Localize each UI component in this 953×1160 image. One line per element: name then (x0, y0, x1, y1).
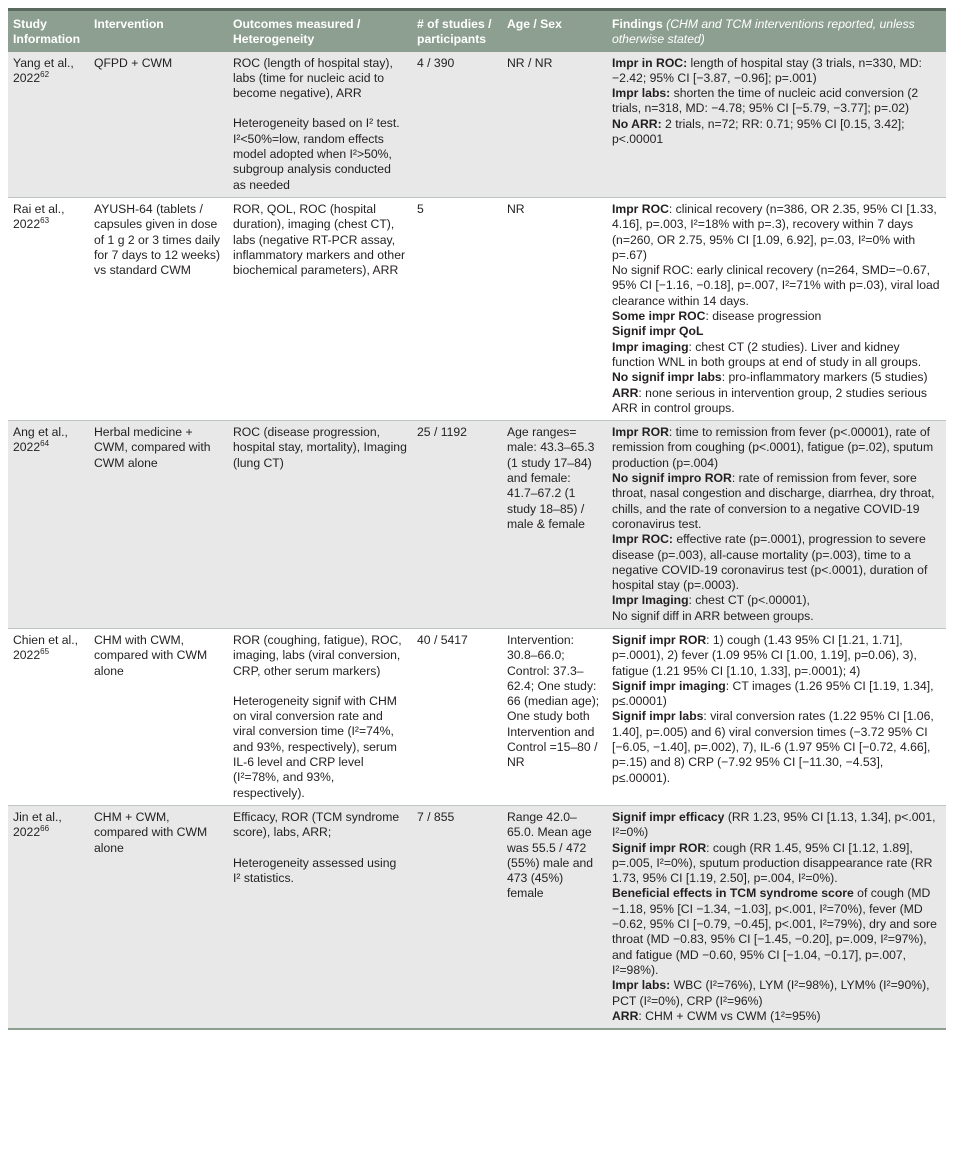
studies-cell: 25 / 1192 (412, 421, 502, 629)
table-row (8, 628, 946, 805)
table-row (8, 805, 946, 1029)
finding (612, 841, 941, 887)
outcomes-cell (228, 52, 412, 198)
study-cell (8, 197, 89, 420)
findings-cell (607, 197, 946, 420)
age-sex-cell: Intervention: 30.8–66.0; Control: 37.3–62.4; One study: 66 (median age); One study both Intervention and Control =15–80 / NR (502, 628, 607, 805)
heterogeneity-text: Heterogeneity assessed using I² statistics. (233, 855, 397, 885)
finding-text: : cough (RR 1.45, 95% CI [1.12, 1.89], p=.005, I²=0%), sputum production disappearance rate (RR 1.73, 95% CI [1.19, 2.50], p=.004, I²=0%). (612, 840, 933, 886)
header-findings-note: (CHM and TCM interventions reported, unless otherwise stated) (612, 17, 915, 47)
study-name: Chien et al., 2022 (13, 632, 79, 663)
study-name: Ang et al., 2022 (13, 425, 68, 455)
finding-text: : CT images (1.26 95% CI [1.19, 1.34], p≤.00001) (612, 678, 934, 709)
finding (612, 471, 941, 532)
study-name: Rai et al., 2022 (13, 201, 65, 232)
finding (612, 978, 941, 1009)
finding-label: Impr Imaging (612, 593, 689, 608)
finding (612, 810, 941, 841)
finding-text: : chest CT (p<.00001), (688, 593, 810, 608)
studies-cell: 7 / 855 (412, 805, 502, 1029)
finding-text: : none serious in intervention group, 2 studies serious ARR in control groups. (612, 385, 928, 415)
study-cell (8, 421, 89, 629)
finding-label: No ARR: (612, 116, 662, 131)
finding-text: : chest CT (2 studies). Liver and kidney function WNL in both groups at end of study in all groups. (612, 339, 922, 369)
finding-text: : rate of remission from fever, sore throat, nasal congestion and discharge, diarrhea, dry throat, chills, and the rate of conversion to a negative COVID-19 coronavirus test. (612, 471, 935, 531)
outcomes-cell (228, 805, 412, 1029)
finding-text: (RR 1.23, 95% CI [1.13, 1.34], p<.001, I²=0%) (612, 809, 936, 840)
finding-label: Signif impr labs (612, 709, 704, 724)
outcomes-text: ROC (length of hospital stay), labs (time for nucleic acid to become negative), ARR (233, 55, 393, 101)
finding-label: Impr ROC: (612, 532, 673, 547)
finding-label: Impr ROR (612, 425, 669, 440)
finding-text: No signif ROC: early clinical recovery (n=264, SMD=−0.67, 95% CI [−1.16, −0.18], p=.007, I²=71% with p=.03), viral load clearance within 14 days. (612, 263, 940, 308)
finding-text: No signif diff in ARR between groups. (612, 608, 814, 623)
finding-label: ARR (612, 385, 639, 400)
outcomes-cell (228, 628, 412, 805)
finding (612, 340, 941, 371)
finding (612, 324, 941, 339)
findings-cell (607, 421, 946, 629)
intervention-cell: Herbal medicine + CWM, compared with CWM alone (89, 421, 228, 629)
table-header-row (8, 10, 946, 52)
age-sex-cell: NR / NR (502, 52, 607, 198)
finding-label: Signif impr ROR (612, 632, 707, 647)
finding (612, 386, 941, 417)
finding-label: Impr imaging (612, 339, 689, 354)
finding (612, 202, 941, 263)
finding-text: : pro-inflammatory markers (5 studies) (721, 370, 928, 385)
heterogeneity-text: Heterogeneity signif with CHM on viral conversion rate and viral conversion time (I²=74%, and 93%, respectively), serum IL-6 level and CRP level (I²=78%, and 93%, respectively). (233, 693, 397, 800)
finding-label: Signif impr imaging (612, 678, 726, 693)
finding (612, 709, 941, 785)
study-name: Yang et al., 2022 (13, 55, 74, 85)
findings-cell (607, 628, 946, 805)
finding-text: shorten the time of nucleic acid conversion (2 trials, n=318, MD: −4.78; 95% CI [−5.79, −3.77]; p=.02) (612, 86, 919, 116)
reference-number: 62 (40, 69, 50, 79)
finding-text: : viral conversion rates (1.22 95% CI [1.06, 1.40], p=.005) and 6) viral conversion times (−3.72 95% CI [−6.05, −1.40], p=.002), 7), IL-6 (1.97 95% CI [−0.72, 4.66], p=.15) and 8) CRP (−7.92 95% CI [−11.30, −4.53], p≤.00001). (612, 709, 934, 785)
finding-label: Impr ROC (612, 201, 669, 216)
finding (612, 633, 941, 679)
finding (612, 609, 941, 624)
finding-label: No signif impro ROR (612, 471, 732, 486)
finding-label: Impr in ROC: (612, 55, 688, 70)
header-study: Study Information (8, 10, 89, 52)
study-cell (8, 628, 89, 805)
studies-cell: 5 (412, 197, 502, 420)
header-intervention: Intervention (89, 10, 228, 52)
reference-number: 66 (40, 824, 50, 834)
outcomes-cell (228, 197, 412, 420)
outcomes-text: Efficacy, ROR (TCM syndrome score), labs, ARR; (233, 809, 400, 840)
finding (612, 117, 941, 148)
finding-label: Signif impr efficacy (612, 809, 725, 824)
finding-text: length of hospital stay (3 trials, n=330, MD: −2.42; 95% CI [−3.87, −0.96]; p=.001) (612, 55, 922, 85)
study-table (8, 8, 946, 1030)
finding-text: : CHM + CWM vs CWM (1²=95%) (638, 1008, 821, 1023)
intervention-cell: CHM with CWM, compared with CWM alone (89, 628, 228, 805)
reference-number: 64 (40, 439, 50, 449)
findings-cell (607, 805, 946, 1029)
finding-text: effective rate (p=.0001), progression to severe disease (p=.003), all-cause mortality (p=.003), time to a negative COVID-19 coronavirus test (p<.0001), duration of hospital stay (p=.0003). (612, 532, 928, 593)
table-row (8, 197, 946, 420)
intervention-cell: QFPD + CWM (89, 52, 228, 198)
finding (612, 532, 941, 593)
outcomes-text: ROR (coughing, fatigue), ROC, imaging, labs (viral conversion, CRP, other serum markers) (233, 632, 402, 678)
findings-cell (607, 52, 946, 198)
finding (612, 593, 941, 608)
finding-text: : disease progression (705, 309, 822, 324)
finding-label: Signif impr QoL (612, 324, 704, 339)
finding (612, 425, 941, 471)
age-sex-cell: Age ranges= male: 43.3–65.3 (1 study 17–84) and female: 41.7–67.2 (1 study 18–85) / male & female (502, 421, 607, 629)
header-outcomes: Outcomes measured / Heterogeneity (228, 10, 412, 52)
finding-label: Signif impr ROR (612, 840, 707, 855)
heterogeneity-text: Heterogeneity based on I² test. I²<50%=low, random effects model adopted when I²>50%, subgroup analysis conducted as needed (233, 116, 400, 192)
finding-text: WBC (I²=76%), LYM (I²=98%), LYM% (I²=90%), PCT (I²=0%), CRP (I²=96%) (612, 978, 930, 1008)
study-cell (8, 52, 89, 198)
age-sex-cell: NR (502, 197, 607, 420)
finding-label: Impr labs: (612, 86, 671, 101)
reference-number: 63 (40, 216, 50, 226)
intervention-cell: AYUSH-64 (tablets / capsules given in dose of 1 g 2 or 3 times daily for 7 days to 12 weeks) vs standard CWM (89, 197, 228, 420)
finding-text: : 1) cough (1.43 95% CI [1.21, 1.71], p=.0001), 2) fever (1.09 95% CI [1.00, 1.19], p=0.06), 3), fatigue (1.21 95% CI [1.10, 1.33], p=.0001); 4) (612, 632, 917, 678)
finding (612, 679, 941, 710)
study-cell (8, 805, 89, 1029)
age-sex-cell: Range 42.0–65.0. Mean age was 55.5 / 472 (55%) male and 473 (45%) female (502, 805, 607, 1029)
finding-label: ARR (612, 1008, 639, 1023)
finding-label: Impr labs: (612, 978, 671, 993)
studies-cell: 4 / 390 (412, 52, 502, 198)
finding-text: of cough (MD −1.18, 95% [CI −1.34, −1.03], p<.001, I²=70%), fever (MD −0.62, 95% CI [−0.79, −0.45], p<.001, I²=79%), dry and sore throat (MD −0.83, 95% CI [−1.45, −0.20], p=.009, I²=97%), and fatigue (MD −0.60, 95% CI [−1.04, −0.17], p=.007, I²=98%). (612, 886, 937, 977)
studies-cell: 40 / 5417 (412, 628, 502, 805)
finding (612, 370, 941, 385)
finding-text: : time to remission from fever (p<.00001), rate of remission from coughing (p<.0001), fatigue (p=.02), sputum production (p=.004) (612, 425, 934, 470)
finding-label: Beneficial effects in TCM syndrome score (612, 886, 854, 901)
finding (612, 263, 941, 309)
finding-label: No signif impr labs (612, 370, 722, 385)
header-findings-label: Findings (612, 17, 663, 31)
finding-text: 2 trials, n=72; RR: 0.71; 95% CI [0.15, 3.42]; p<.00001 (612, 116, 905, 147)
header-findings (607, 10, 946, 52)
table-row (8, 421, 946, 629)
reference-number: 65 (40, 647, 50, 657)
outcomes-text: ROR, QOL, ROC (hospital duration), imaging (chest CT), labs (negative RT-PCR assay, inflammatory markers and other biochemical parameters), ARR (233, 201, 406, 278)
study-name: Jin et al., 2022 (13, 809, 62, 840)
finding (612, 86, 941, 117)
finding (612, 886, 941, 978)
finding (612, 56, 941, 87)
finding (612, 309, 941, 324)
finding-text: : clinical recovery (n=386, OR 2.35, 95% CI [1.33, 4.16], p=.003, I²=18% with p=.3), recovery within 7 days (n=260, OR 2.75, 95% CI [1.09, 6.92], p=.03, I²=0% with p=.67) (612, 201, 937, 262)
header-studies: # of studies / participants (412, 10, 502, 52)
finding-label: Some impr ROC (612, 309, 706, 324)
outcomes-cell (228, 421, 412, 629)
table-row (8, 52, 946, 198)
outcomes-text: ROC (disease progression, hospital stay, mortality), Imaging (lung CT) (233, 425, 407, 470)
intervention-cell: CHM + CWM, compared with CWM alone (89, 805, 228, 1029)
header-age-sex: Age / Sex (502, 10, 607, 52)
finding (612, 1009, 941, 1024)
